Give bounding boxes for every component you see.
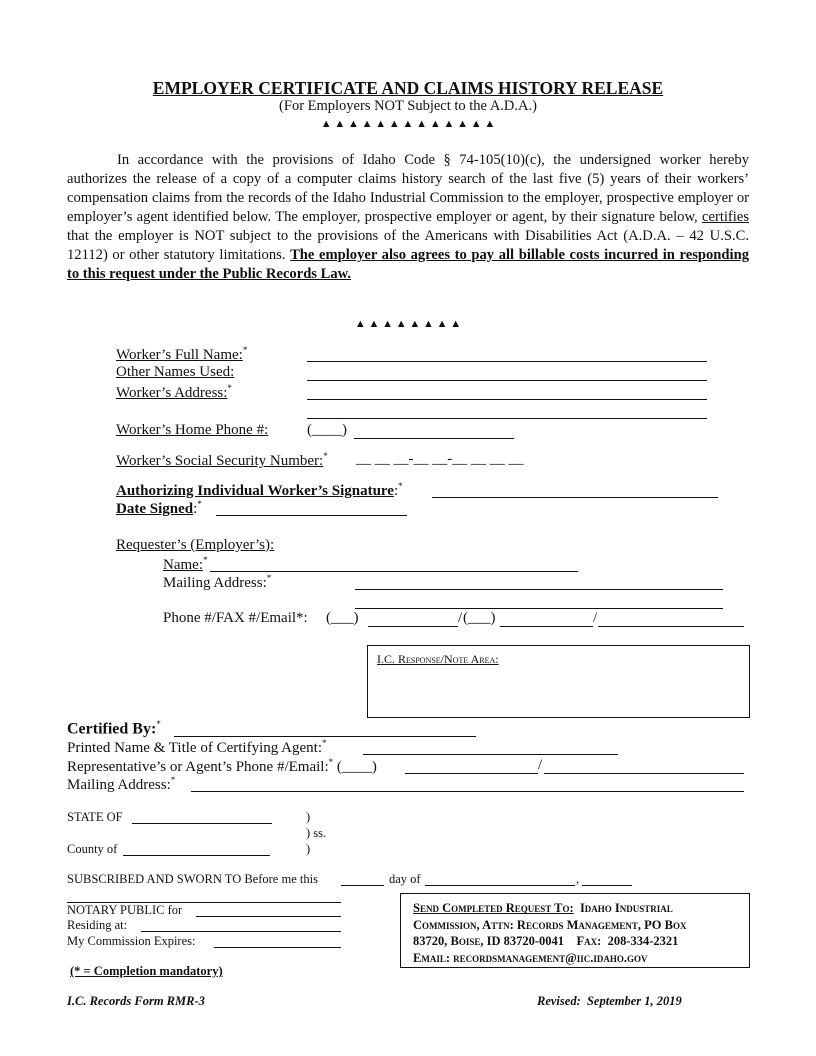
- home-phone-label: Worker’s Home Phone #:: [116, 422, 269, 438]
- area-code-field[interactable]: (____): [307, 422, 347, 438]
- worker-address-label: Worker’s Address:: [116, 385, 228, 401]
- worker-address-field[interactable]: [307, 387, 707, 400]
- response-note-area[interactable]: [367, 645, 750, 718]
- form-subtitle: (For Employers NOT Subject to the A.D.A.): [279, 98, 537, 114]
- send-line-2: Commission, Attn: Records Management, PO Box: [413, 917, 687, 932]
- rep-phone-label: Representative’s or Agent’s Phone #/Email:: [67, 759, 329, 775]
- paren: ): [306, 842, 311, 856]
- month-field[interactable]: [425, 873, 575, 886]
- send-heading: Send Completed Request To:: [413, 901, 574, 915]
- residing-label: Residing at:: [67, 918, 128, 932]
- printed-name-label: Printed Name & Title of Certifying Agent:: [67, 740, 322, 756]
- day-of-label: day of: [389, 872, 421, 886]
- requester-fax-field[interactable]: [500, 614, 593, 627]
- completion-note: (* = Completion mandatory): [70, 964, 223, 978]
- notary-public-field[interactable]: [196, 904, 341, 917]
- worker-address-field-2[interactable]: [307, 406, 707, 419]
- cert-mailing-field[interactable]: [191, 779, 744, 792]
- requester-fax-area-code[interactable]: (___): [463, 610, 496, 626]
- county-field[interactable]: [123, 843, 270, 856]
- send-line-1: Idaho Industrial: [579, 901, 673, 915]
- notary-signature-field[interactable]: [67, 890, 341, 903]
- rep-phone-field[interactable]: [405, 761, 538, 774]
- subscribed-label: SUBSCRIBED AND SWORN TO Before me this: [67, 872, 318, 886]
- rep-email-field[interactable]: [544, 761, 744, 774]
- required-mark: *: [156, 719, 161, 729]
- county-of-label: County of: [67, 842, 118, 856]
- other-names-field[interactable]: [307, 368, 707, 381]
- requester-area-code[interactable]: (___): [326, 610, 359, 626]
- residing-field[interactable]: [141, 919, 341, 932]
- form-page: EMPLOYER CERTIFICATE AND CLAIMS HISTORY RELEASE (For Employers NOT Subject to the A.D.A.) ▲ ▲ ▲ ▲ ▲ ▲ ▲ ▲ ▲ ▲ ▲ ▲ ▲ In accordance with the provisions of Idaho Code § 74-105(10)(c), the undersigned worker hereby authorizes the release of a copy of a computer claims history search of the last five (5) years of their workers’ compensation claims from the records of the Idaho Industrial Commission to the employer, prospective employer or employer’s agent identified below. The employer, prospective employer or agent, by their signature below, certifies that the employer is NOT subject to the provisions of the Americans with Disabilities Act (A.D.A. – 42 U.S.C. 12112) or other statutory limitations. The employer also agrees to pay all billable costs incurred in responding to this request under the Public Records Law. ▲ ▲ ▲ ▲ ▲ ▲ ▲ ▲ Worker’s Full Name:* Other Names Used: Worker’s Address:* Worker’s Home Phone #: (____) Worker’s Social Security Number:* __ __ __-__ __-__ __ __ __ Authorizing Individual Worker’s Signature:* Date Signed:* Requester’s (Employer’s): Name:* Mailing Address:* Phone #/FAX #/Email*: (___) / (___) / I.C. Response/Note Area: Certified By:* Printed Name & Title of Certifying Agent:* Representative’s or Agent’s Phone #/Email:* (____) / Mailing Address:* STATE OF ) ) ss. County of ) SUBSCRIBED AND SWORN TO Before me this day of , NOTARY PUBLIC for Residing at: My Commission Expires: Send Completed Request To: Idaho Industrial Commission, Attn: Records Management, PO Box 83720, Boise, ID 83720-0041 Fax: 208-334-2321 Email: recordsmanagement@iic.idaho.gov (* = Completion mandatory) I.C. Records Form RMR-3 Revised: September 1, 2019: [0, 0, 816, 1056]
- triangle-divider-mid: ▲ ▲ ▲ ▲ ▲ ▲ ▲ ▲: [354, 318, 462, 330]
- paragraph-text: In accordance with the provisions of Idaho Code § 74-105(10)(c), the undersigned worker hereby authorizes the release of a copy of a computer claims history search of the last five (5) years of their workers’ compensation claims from the records of the Idaho Industrial Commission to the employer, prospective employer or employer’s agent identified below. The employer, prospective employer or agent, by their signature below,: [67, 152, 749, 225]
- certified-by-field[interactable]: [174, 724, 476, 737]
- ss-label: ) ss.: [306, 826, 327, 840]
- required-mark: *: [170, 775, 176, 785]
- cert-mailing-label: Mailing Address:: [67, 777, 171, 793]
- form-title: EMPLOYER CERTIFICATE AND CLAIMS HISTORY RELEASE: [152, 78, 664, 98]
- response-note-label: I.C. Response/Note Area:: [377, 652, 499, 666]
- requester-mailing-field[interactable]: [355, 577, 723, 590]
- date-signed-field[interactable]: [216, 503, 407, 516]
- required-mark: *: [266, 573, 272, 583]
- send-request-text: [413, 900, 686, 966]
- state-of-label: STATE OF: [67, 810, 123, 824]
- footer-revised: Revised: September 1, 2019: [537, 994, 682, 1008]
- worker-full-name-label: Worker’s Full Name:: [116, 347, 243, 363]
- footer-form-id: I.C. Records Form RMR-3: [67, 994, 205, 1008]
- requester-name-field[interactable]: [210, 559, 578, 572]
- notary-public-label: NOTARY PUBLIC for: [67, 903, 183, 917]
- signature-label: Authorizing Individual Worker’s Signature: [116, 483, 394, 499]
- send-email[interactable]: Email: recordsmanagement@iic.idaho.gov: [413, 950, 648, 965]
- triangle-divider-top: ▲ ▲ ▲ ▲ ▲ ▲ ▲ ▲ ▲ ▲ ▲ ▲ ▲: [320, 118, 496, 130]
- required-mark: *: [322, 738, 327, 748]
- requester-heading: Requester’s (Employer’s):: [116, 537, 275, 553]
- ssn-label: Worker’s Social Security Number:: [116, 453, 324, 469]
- date-signed-label: Date Signed: [116, 501, 194, 517]
- send-request-box: [400, 893, 750, 968]
- worker-full-name-field[interactable]: [307, 349, 707, 362]
- requester-mailing-label: Mailing Address:: [163, 575, 267, 591]
- required-mark: *: [227, 383, 232, 393]
- required-mark: *: [398, 481, 403, 491]
- requester-phone-field[interactable]: [368, 614, 458, 627]
- required-mark: *: [197, 499, 202, 509]
- authorization-paragraph: [67, 151, 749, 284]
- expires-field[interactable]: [214, 935, 341, 948]
- rep-area-code[interactable]: (____): [336, 759, 377, 775]
- billable-costs-text: The employer also agrees to pay all billable costs incurred in responding to this request under the Public Records Law.: [67, 247, 750, 282]
- expires-label: My Commission Expires:: [67, 934, 196, 948]
- certifies-text: certifies: [702, 209, 749, 225]
- required-mark: *: [323, 451, 328, 461]
- day-field[interactable]: [341, 873, 384, 886]
- send-line-3: 83720, Boise, ID 83720-0041 Fax: 208-334-2321: [413, 934, 679, 948]
- year-field[interactable]: [582, 873, 632, 886]
- required-mark: *: [242, 345, 248, 355]
- required-mark: *: [328, 757, 334, 767]
- required-mark: *: [202, 555, 208, 565]
- home-phone-field[interactable]: [354, 426, 514, 439]
- requester-email-field[interactable]: [598, 614, 744, 627]
- requester-phone-label: Phone #/FAX #/Email*:: [163, 610, 308, 626]
- signature-field[interactable]: [432, 485, 718, 498]
- requester-name-label: Name:: [163, 557, 203, 573]
- other-names-label: Other Names Used:: [116, 364, 235, 380]
- paragraph-text-2: that the employer is NOT subject to the provisions of the Americans with Disabilities Act (A.D.A. – 42 U.S.C. 12112) or other statutory limitations.: [67, 228, 749, 263]
- paren: ): [306, 810, 311, 824]
- requester-mailing-field-2[interactable]: [355, 596, 723, 609]
- ssn-field[interactable]: __ __ __-__ __-__ __ __ __: [356, 451, 524, 467]
- certified-by-label: Certified By:: [67, 720, 157, 738]
- printed-name-field[interactable]: [363, 742, 618, 755]
- state-field[interactable]: [132, 811, 272, 824]
